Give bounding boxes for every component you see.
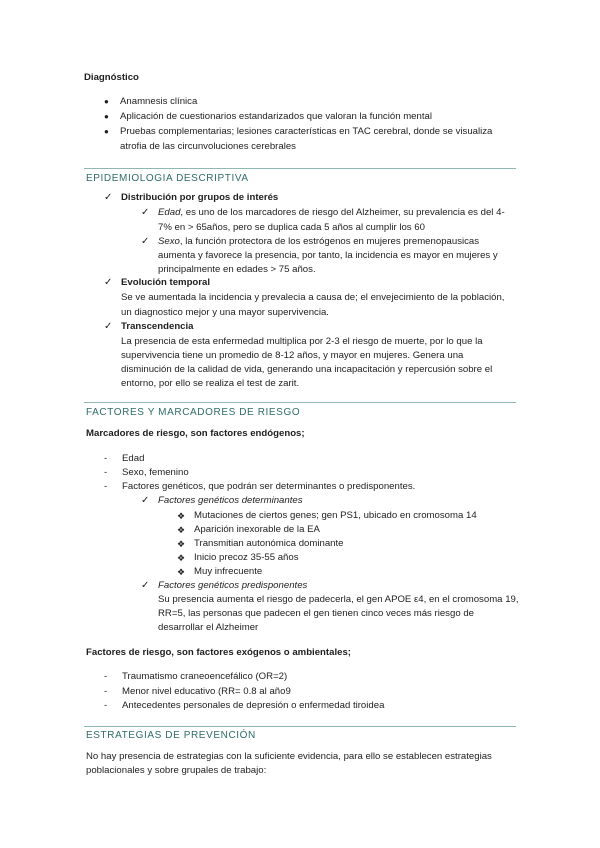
- edad-label: Edad: [158, 207, 181, 218]
- bullet-icon: ●: [104, 112, 109, 121]
- bullet-icon: ●: [104, 127, 109, 136]
- trascendencia-line: entorno, por ello se realiza el test de zarit.: [121, 378, 300, 389]
- evolucion-title: Evolución temporal: [121, 277, 211, 288]
- estrategias-line: No hay presencia de estrategias con la suficiente evidencia, para ello se establecen estrategias: [86, 751, 492, 762]
- diamond-icon: ❖: [177, 553, 186, 563]
- sexo-line-2: aumenta y favorece la presencia, por tanto, la incidencia es mayor en mujeres y: [158, 250, 498, 261]
- dash-bullet: -: [104, 700, 108, 711]
- determinante-item: Mutaciones de ciertos genes; gen PS1, ubicado en cromosoma 14: [194, 510, 477, 521]
- determinantes-title: Factores genéticos determinantes: [158, 495, 303, 506]
- exogenos-title: Factores de riesgo, son factores exógenos o ambientales;: [86, 647, 351, 658]
- evolucion-line: un diagnostico mejor y una mayor supervivencia.: [121, 307, 329, 318]
- trascendencia-line: supervivencia tiene un promedio de 8-12 años, y mayor en mujeres. Genera una: [121, 350, 464, 361]
- exogeno-item: Menor nivel educativo (RR= 0.8 al año9: [122, 686, 291, 697]
- determinante-item: Inicio precoz 35-55 años: [194, 552, 299, 563]
- sexo-text: , la función protectora de los estrógenos en mujeres premenopausicas: [179, 236, 480, 247]
- check-icon: ✓: [141, 207, 150, 218]
- predisponentes-title: Factores genéticos predisponentes: [158, 580, 308, 591]
- diagnostico-item: Aplicación de cuestionarios estandarizados que valoran la función mental: [120, 111, 432, 122]
- marcador-item: Factores genéticos, que podrán ser determinantes o predisponentes.: [122, 481, 416, 492]
- exogeno-item: Traumatismo craneoencefálico (OR=2): [122, 671, 288, 682]
- factores-heading: FACTORES Y MARCADORES DE RIESGO: [86, 407, 301, 418]
- determinante-item: Transmitian autonómica dominante: [194, 538, 344, 549]
- diamond-icon: ❖: [177, 539, 186, 549]
- trascendencia-line: La presencia de esta enfermedad multiplica por 2-3 el riesgo de muerte, por lo que la: [121, 336, 483, 347]
- sexo-line-3: principalmente en edades > 75 años.: [158, 264, 316, 275]
- dash-bullet: -: [104, 686, 108, 697]
- estrategias-heading: ESTRATEGIAS DE PREVENCIÓN: [86, 730, 256, 741]
- marcadores-title: Marcadores de riesgo, son factores endógenos;: [86, 428, 305, 439]
- determinante-item: Muy infrecuente: [194, 566, 263, 577]
- marcador-item: Edad: [122, 453, 145, 464]
- dash-bullet: -: [104, 671, 108, 682]
- dash-bullet: -: [104, 453, 108, 464]
- bullet-icon: ●: [104, 97, 109, 106]
- dash-bullet: -: [104, 481, 108, 492]
- exogeno-item: Antecedentes personales de depresión o enfermedad tiroidea: [122, 700, 385, 711]
- check-icon: ✓: [104, 321, 113, 332]
- edad-line: [158, 206, 516, 221]
- determinante-item: Aparición inexorable de la EA: [194, 524, 320, 535]
- diamond-icon: ❖: [177, 567, 186, 577]
- evolucion-line: Se ve aumentada la incidencia y prevalecia a causa de; el envejecimiento de la población,: [121, 292, 505, 303]
- epidemiologia-heading: EPIDEMIOLOGIA DESCRIPTIVA: [86, 173, 249, 184]
- edad-line-2: 7% en > 65años, pero se duplica cada 5 años al cumplir los 60: [158, 222, 425, 233]
- sexo-label: Sexo: [158, 236, 180, 247]
- trascendencia-line: disminución de la calidad de vida, generando una incapacitación y repercusión sobre el: [121, 364, 493, 375]
- diagnostico-item-continuation: atrofia de las circunvoluciones cerebrales: [120, 141, 296, 152]
- trascendencia-title: Transcendencia: [121, 321, 194, 332]
- section-divider: [84, 726, 516, 727]
- diamond-icon: ❖: [177, 525, 186, 535]
- predisponentes-line: desarrollar el Alzheimer: [158, 622, 259, 633]
- diamond-icon: ❖: [177, 511, 186, 521]
- section-divider: [84, 402, 516, 403]
- sexo-line: [158, 235, 516, 250]
- check-icon: ✓: [141, 580, 150, 591]
- marcador-item: Sexo, femenino: [122, 467, 189, 478]
- section-divider: [84, 168, 516, 169]
- edad-text: , es uno de los marcadores de riesgo del Alzheimer, su prevalencia es del 4-: [180, 207, 505, 218]
- diagnostico-item: Anamnesis clínica: [120, 96, 198, 107]
- check-icon: ✓: [104, 277, 113, 288]
- dash-bullet: -: [104, 467, 108, 478]
- check-icon: ✓: [141, 236, 150, 247]
- check-icon: ✓: [104, 192, 113, 203]
- estrategias-line: poblacionales y sobre grupales de trabajo:: [86, 765, 267, 776]
- distribucion-title: Distribución por grupos de interés: [121, 192, 279, 203]
- predisponentes-line: Su presencia aumenta el riesgo de padecerla, el gen APOE ε4, en el cromosoma 19,: [158, 594, 519, 605]
- check-icon: ✓: [141, 495, 150, 506]
- predisponentes-line: RR=5, las personas que padecen el gen tienen cinco veces más riesgo de: [158, 608, 474, 619]
- diagnostico-item: Pruebas complementarias; lesiones características en TAC cerebral, donde se visualiza: [120, 126, 493, 137]
- diagnostico-title: Diagnóstico: [84, 72, 139, 83]
